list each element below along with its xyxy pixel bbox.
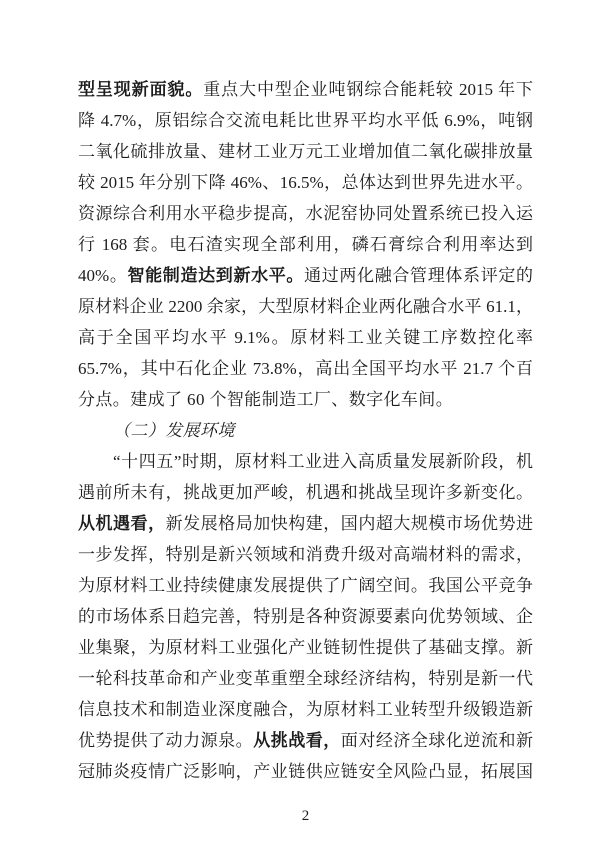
text-line <box>78 570 533 601</box>
text-segment: 分点。建成了 60 个智能制造工厂、数字化车间。 <box>78 390 454 409</box>
text-line <box>78 353 533 384</box>
text-segment: 遇前所未有，挑战更加严峻，机遇和挑战呈现许多新变化。 <box>78 483 533 502</box>
section-heading-text: （二）发展环境 <box>113 421 235 440</box>
text-segment: 新发展格局加快构建，国内超大规模市场优势进 <box>165 514 534 533</box>
text-line <box>78 725 533 756</box>
text-segment: 资源综合利用水平稳步提高，水泥窑协同处置系统已投入运 <box>78 204 533 223</box>
text-segment: 行 168 套。电石渣实现全部利用，磷石膏综合利用率达到 <box>78 235 533 254</box>
text-segment: 通过两化融合管理体系评定的 <box>304 266 534 285</box>
text-segment: 降 4.7%，原铝综合交流电耗比世界平均水平低 6.9%，吨钢 <box>78 111 533 130</box>
text-segment: 优势提供了动力源泉。 <box>78 731 254 750</box>
text-segment: 为原材料工业持续健康发展提供了广阔空间。我国公平竞争 <box>78 576 533 595</box>
text-segment: 二氧化硫排放量、建材工业万元工业增加值二氧化碳排放量 <box>78 142 533 161</box>
text-segment: 智能制造达到新水平。 <box>127 266 305 285</box>
text-line <box>78 508 533 539</box>
text-line <box>78 136 533 167</box>
text-line <box>78 105 533 136</box>
text-segment: 从机遇看， <box>78 514 166 533</box>
text-line <box>78 415 533 446</box>
text-line <box>78 74 533 105</box>
text-line <box>78 694 533 725</box>
text-segment: 型呈现新面貌。 <box>78 80 204 99</box>
text-line <box>78 601 533 632</box>
text-line <box>78 446 533 477</box>
text-segment: 一步发挥，特别是新兴领域和消费升级对高端材料的需求， <box>78 545 533 564</box>
text-segment: 重点大中型企业吨钢综合能耗较 2015 年下 <box>203 80 534 99</box>
text-segment: “十四五”时期，原材料工业进入高质量发展新阶段，机 <box>113 452 533 471</box>
text-line <box>78 229 533 260</box>
text-segment: 一轮科技革命和产业变革重塑全球经济结构，特别是新一代 <box>78 669 533 688</box>
text-segment: 原材料企业 2200 余家，大型原材料企业两化融合水平 61.1， <box>78 297 533 316</box>
text-line <box>78 539 533 570</box>
text-segment: 较 2015 年分别下降 46%、16.5%，总体达到世界先进水平。 <box>78 173 533 192</box>
page-number: 2 <box>301 808 310 824</box>
text-segment: 信息技术和制造业深度融合，为原材料工业转型升级锻造新 <box>78 700 533 719</box>
text-line <box>78 384 533 415</box>
text-line <box>78 198 533 229</box>
text-line <box>78 291 533 322</box>
text-line <box>78 167 533 198</box>
text-segment: 从挑战看， <box>253 731 341 750</box>
text-segment: 业集聚，为原材料工业强化产业链韧性提供了基础支撑。新 <box>78 638 533 657</box>
text-segment: 的市场体系日趋完善，特别是各种资源要素向优势领域、企 <box>78 607 533 626</box>
text-line <box>78 756 533 787</box>
page-body <box>78 74 533 787</box>
text-segment: 冠肺炎疫情广泛影响，产业链供应链安全风险凸显，拓展国 <box>78 762 533 781</box>
text-segment: 高于全国平均水平 9.1%。原材料工业关键工序数控化率 <box>78 328 533 347</box>
text-line <box>78 632 533 663</box>
text-line <box>78 322 533 353</box>
text-segment: 65.7%，其中石化企业 73.8%，高出全国平均水平 21.7 个百 <box>78 359 533 378</box>
text-line <box>78 477 533 508</box>
text-line <box>78 260 533 291</box>
text-line <box>78 663 533 694</box>
text-segment: 40%。 <box>78 266 128 285</box>
text-segment: 面对经济全球化逆流和新 <box>340 731 534 750</box>
